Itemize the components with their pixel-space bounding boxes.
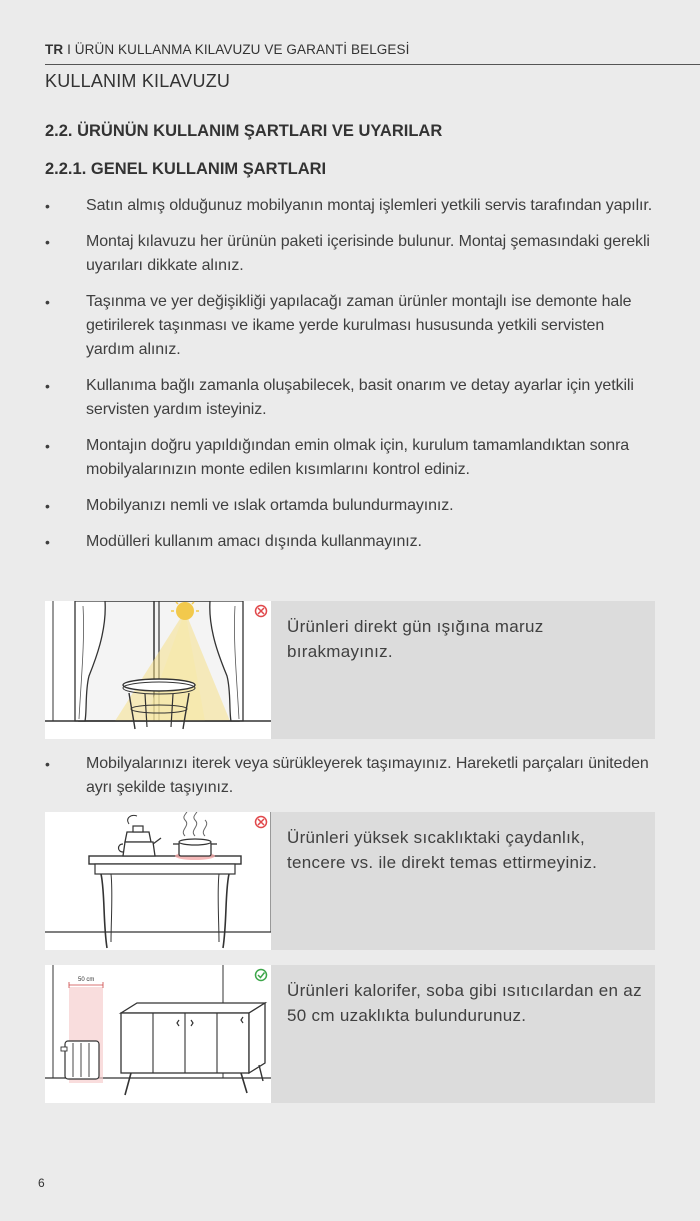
list-item: • Montajın doğru yapıldığından emin olmak için, kurulum tamamlandıktan sonra mobilyalarınızın monte edilen kısımlarını kontrol ediniz. [45, 434, 655, 482]
bullet-icon: • [45, 378, 50, 394]
bullet-icon: • [45, 294, 50, 310]
forbidden-icon [256, 817, 267, 828]
header-lang: TR [45, 42, 64, 57]
forbidden-icon [256, 606, 267, 617]
check-icon [256, 970, 267, 981]
panel-text: Ürünleri yüksek sıcaklıktaki çaydanlık, tencere vs. ile direkt temas ettirmeyiniz. [271, 812, 655, 950]
page-subheader: KULLANIM KILAVUZU [45, 71, 231, 91]
list-item: • Kullanıma bağlı zamanla oluşabilecek, basit onarım ve detay ayarlar için yetkili servisten yardım isteyiniz. [45, 374, 655, 422]
bullet-icon: • [45, 438, 50, 454]
section-heading: 2.2. ÜRÜNÜN KULLANIM ŞARTLARI VE UYARILAR [45, 122, 443, 140]
bullet-icon: • [45, 498, 50, 514]
hot-kettle-illustration [45, 812, 271, 950]
bullet-icon: • [45, 756, 50, 772]
cabinet-icon [121, 1003, 265, 1095]
page-number: 6 [38, 1176, 45, 1190]
bullet-icon: • [45, 198, 50, 214]
info-panel-heater-distance [45, 965, 655, 1103]
list-item: • Taşınma ve yer değişikliği yapılacağı zaman ürünler montajlı ise demonte hale getirilerek taşınması ve ikame yerde kurulması hususunda yetkili servisten yardım alınız. [45, 290, 655, 362]
sunlight-illustration [45, 601, 271, 739]
kettle-icon [119, 815, 162, 856]
distance-label: 50 cm [78, 977, 95, 983]
bullet-icon: • [45, 234, 50, 250]
list-item: • Montaj kılavuzu her ürünün paketi içerisinde bulunur. Montaj şemasındaki gerekli uyarıları dikkate alınız. [45, 230, 655, 278]
radiator-icon [61, 1041, 99, 1079]
usage-bullet-list [45, 194, 655, 566]
panel-text: Ürünleri direkt gün ışığına maruz bırakmayınız. [271, 601, 655, 739]
list-item: • Mobilyalarınızı iterek veya sürükleyerek taşımayınız. Hareketli parçaları üniteden ayrı şekilde taşıyınız. [45, 752, 660, 800]
panel-text: Ürünleri kalorifer, soba gibi ısıtıcılardan en az 50 cm uzaklıkta bulundurunuz. [271, 965, 655, 1103]
list-item: • Satın almış olduğunuz mobilyanın montaj işlemleri yetkili servis tarafından yapılır. [45, 194, 655, 218]
bullet-icon: • [45, 534, 50, 550]
warning-panel-hot-items [45, 812, 655, 950]
header-title: ÜRÜN KULLANMA KILAVUZU VE GARANTİ BELGESİ [74, 42, 410, 57]
sun-icon [176, 602, 194, 620]
warning-panel-sunlight [45, 601, 655, 739]
header-separator: I [67, 42, 71, 57]
section-subheading: 2.2.1. GENEL KULLANIM ŞARTLARI [45, 160, 327, 178]
heater-distance-illustration [45, 965, 271, 1103]
list-item: • Mobilyanızı nemli ve ıslak ortamda bulundurmayınız. [45, 494, 655, 518]
page-header [45, 42, 700, 65]
pot-icon [173, 839, 217, 856]
list-item: • Modülleri kullanım amacı dışında kullanmayınız. [45, 530, 655, 554]
